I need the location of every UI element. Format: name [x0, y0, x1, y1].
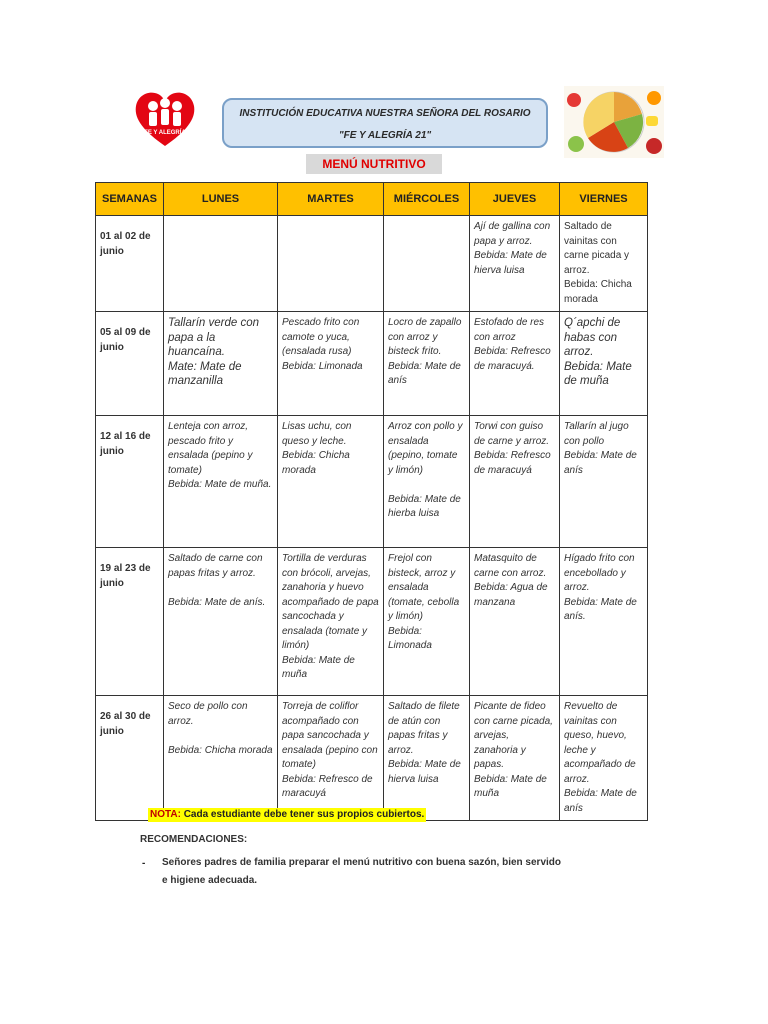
martes-cell — [278, 312, 384, 416]
lunes-cell — [164, 312, 278, 416]
dish-text: Lisas uchu, con queso y leche. Bebida: Chicha morada — [282, 421, 352, 476]
dish-text: Torreja de coliflor acompañado con papa sancochada y ensalada (pepino con tomate) Bebida: Refresco de maracuyá — [282, 701, 378, 799]
dish-text: Arroz con pollo y ensalada (pepino, tomate y limón) Bebida: Mate de hierba luisa — [388, 421, 463, 519]
table-row — [96, 312, 648, 416]
week-label: 05 al 09 de junio — [100, 327, 154, 353]
bullet-dash: - — [142, 858, 146, 869]
week-cell — [96, 548, 164, 696]
header-martes: MARTES — [278, 183, 384, 216]
dish-text: Estofado de res con arroz Bebida: Refresco de maracuyá. — [474, 317, 551, 372]
header-semanas: SEMANAS — [96, 183, 164, 216]
header-viernes: VIERNES — [560, 183, 648, 216]
nota-text: Cada estudiante debe tener sus propios cubiertos. — [183, 809, 425, 820]
table-row — [96, 696, 648, 821]
martes-cell — [278, 416, 384, 548]
menu-table — [95, 182, 648, 821]
lunes-cell — [164, 548, 278, 696]
dish-text: Saltado de vainitas con carne picada y arroz. Bebida: Chicha morada — [564, 221, 632, 305]
dish-text: Ají de gallina con papa y arroz. Bebida: Mate de hierva luisa — [474, 221, 551, 276]
viernes-cell — [560, 216, 648, 312]
header-miercoles: MIÉRCOLES — [384, 183, 470, 216]
martes-cell — [278, 548, 384, 696]
martes-cell — [278, 696, 384, 821]
nota-label: NOTA: — [150, 809, 181, 820]
miercoles-cell — [384, 312, 470, 416]
jueves-cell — [470, 312, 560, 416]
week-cell — [96, 416, 164, 548]
dish-text: Picante de fideo con carne picada, arvejas, zanahoria y papas. Bebida: Mate de muña — [474, 701, 553, 799]
table-header-row — [96, 183, 648, 216]
food-plate-image — [564, 86, 664, 158]
viernes-cell — [560, 548, 648, 696]
dish-text: Pescado frito con camote o yuca, (ensalada rusa) Bebida: Limonada — [282, 317, 363, 372]
miercoles-cell — [384, 696, 470, 821]
dish-text: Frejol con bisteck, arroz y ensalada (tomate, cebolla y limón) Bebida: Limonada — [388, 553, 460, 651]
institution-title-box — [222, 98, 548, 148]
week-label: 12 al 16 de junio — [100, 431, 154, 457]
week-label: 19 al 23 de junio — [100, 563, 154, 589]
table-row — [96, 548, 648, 696]
dish-text: Seco de pollo con arroz. Bebida: Chicha morada — [168, 701, 273, 756]
dish-text: Torwi con guiso de carne y arroz. Bebida: Refresco de maracuyá — [474, 421, 551, 476]
jueves-cell — [470, 548, 560, 696]
dish-text: Q´apchi de habas con arroz. Bebida: Mate de muña — [564, 317, 632, 387]
dish-text: Lenteja con arroz, pescado frito y ensalada (pepino y tomate) Bebida: Mate de muña. — [168, 421, 272, 490]
recomendaciones-title: RECOMENDACIONES: — [140, 834, 248, 845]
dish-text: Tortilla de verduras con brócoli, arvejas, zanahoria y huevo acompañado de papa sancochada y ensalada (tomate y limón) Bebida: Mate de muña — [282, 553, 379, 680]
dish-text: Locro de zapallo con arroz y bisteck frito. Bebida: Mate de anís — [388, 317, 462, 386]
menu-title: MENÚ NUTRITIVO — [306, 154, 442, 174]
table-row — [96, 216, 648, 312]
fe-y-alegria-logo — [134, 90, 196, 148]
table-row — [96, 416, 648, 548]
dish-text: Saltado de filete de atún con papas fritas y arroz. Bebida: Mate de hierva luisa — [388, 701, 461, 785]
week-cell — [96, 216, 164, 312]
dish-text: Matasquito de carne con arroz. Bebida: Agua de manzana — [474, 553, 548, 608]
dish-text: Hígado frito con encebollado y arroz. Bebida: Mate de anís. — [564, 553, 637, 622]
header-jueves: JUEVES — [470, 183, 560, 216]
dish-text: Revuelto de vainitas con queso, huevo, leche y acompañado de arroz. Bebida: Mate de anís — [564, 701, 637, 814]
dish-text: Tallarín verde con papa a la huancaína. Mate: Mate de manzanilla — [168, 317, 259, 387]
miercoles-cell — [384, 548, 470, 696]
viernes-cell — [560, 696, 648, 821]
nota-banner — [148, 808, 426, 822]
week-cell — [96, 312, 164, 416]
week-cell — [96, 696, 164, 821]
institution-subtitle: "FE Y ALEGRÍA 21" — [338, 130, 432, 141]
week-label: 01 al 02 de junio — [100, 231, 154, 257]
miercoles-cell — [384, 416, 470, 548]
jueves-cell — [470, 696, 560, 821]
header-lunes: LUNES — [164, 183, 278, 216]
recomendacion-line-2: e higiene adecuada. — [162, 875, 258, 886]
miercoles-cell — [384, 216, 470, 312]
dish-text: Saltado de carne con papas fritas y arroz. Bebida: Mate de anís. — [168, 553, 266, 608]
recomendacion-line-1: Señores padres de familia preparar el menú nutritivo con buena sazón, bien servido — [162, 857, 561, 868]
jueves-cell — [470, 416, 560, 548]
dish-text: Tallarín al jugo con pollo Bebida: Mate de anís — [564, 421, 637, 476]
martes-cell — [278, 216, 384, 312]
institution-name: INSTITUCIÓN EDUCATIVA NUESTRA SEÑORA DEL ROSARIO — [239, 108, 531, 119]
logo-text: FE Y ALEGRÍA — [144, 130, 186, 136]
lunes-cell — [164, 216, 278, 312]
lunes-cell — [164, 696, 278, 821]
lunes-cell — [164, 416, 278, 548]
viernes-cell — [560, 312, 648, 416]
week-label: 26 al 30 de junio — [100, 711, 154, 737]
jueves-cell — [470, 216, 560, 312]
viernes-cell — [560, 416, 648, 548]
